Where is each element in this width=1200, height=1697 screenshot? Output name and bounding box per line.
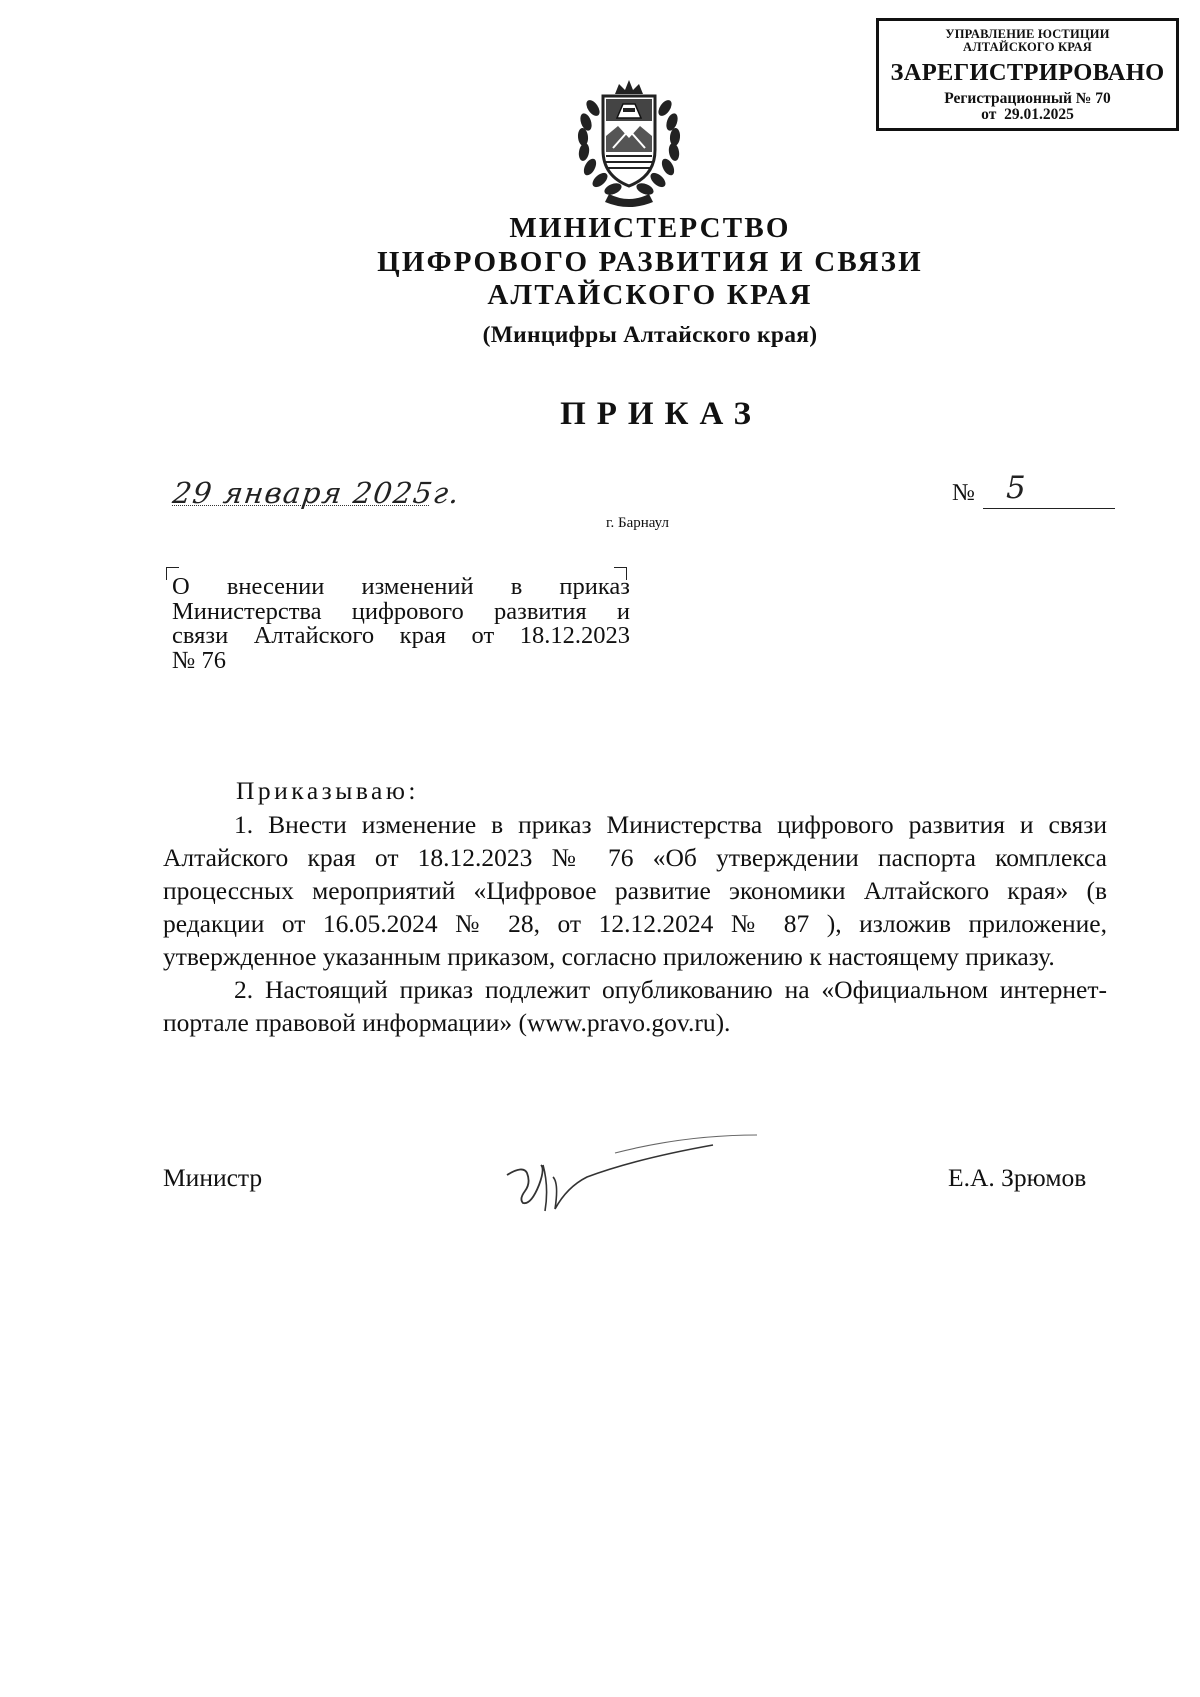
date-underline [172,505,429,506]
organization-name [200,212,1100,313]
stamp-agency-line2: АЛТАЙСКОГО КРАЯ [963,40,1092,55]
city-name: г. Барнаул [606,515,669,531]
document-body [163,808,1107,1039]
stamp-reg-date: от 29.01.2025 [981,106,1074,124]
org-line-1: МИНИСТЕРСТВО [509,212,791,244]
handwritten-date: 29 января 2025г. [170,476,463,510]
paragraph-1: 1. Внести изменение в приказ Министерства цифрового развития и связи Алтайского края от 18.12.2023 № 76 «Об утверждении паспорта комплекса процессных мероприятий «Цифровое развитие экономики Алтайского края» (в редакции от 16.05.2024 № 28, от 12.12.2024 № 87 ), изложив приложение, утвержденное указанным приказом, согласно приложению к настоящему приказу. [163,810,1107,971]
stamp-status: ЗАРЕГИСТРИРОВАНО [890,59,1165,87]
organization-short-name: (Минцифры Алтайского края) [482,322,818,348]
document-subject [172,575,630,673]
number-sign: № [952,480,975,506]
number-underline [983,508,1115,509]
subject-line-2: Министерства цифрового развития и [172,597,630,625]
org-line-2: ЦИФРОВОГО РАЗВИТИЯ И СВЯЗИ [377,245,923,278]
signatory-position: Министр [163,1163,263,1192]
order-word: Приказываю: [236,776,419,805]
paragraph-2: 2. Настоящий приказ подлежит опубликованию на «Официальном интернет-портале правовой информации» (www.pravo.gov.ru). [163,975,1107,1037]
stamp-agency-line1: УПРАВЛЕНИЕ ЮСТИЦИИ [945,27,1110,41]
coat-of-arms-icon [573,72,685,208]
stamp-reg-number: Регистрационный № 70 [944,89,1111,107]
handwritten-order-number: 5 [1006,470,1026,506]
subject-line-3: связи Алтайского края от 18.12.2023 [172,622,630,649]
document-type-title: ПРИКАЗ [560,396,762,432]
signatory-name: Е.А. Зрюмов [948,1163,1087,1192]
handwritten-signature-icon [495,1125,785,1215]
subject-line-1: О внесении изменений в приказ [172,573,630,600]
subject-line-4: № 76 [172,646,227,674]
registration-stamp [876,18,1179,131]
org-line-3: АЛТАЙСКОГО КРАЯ [487,279,813,311]
